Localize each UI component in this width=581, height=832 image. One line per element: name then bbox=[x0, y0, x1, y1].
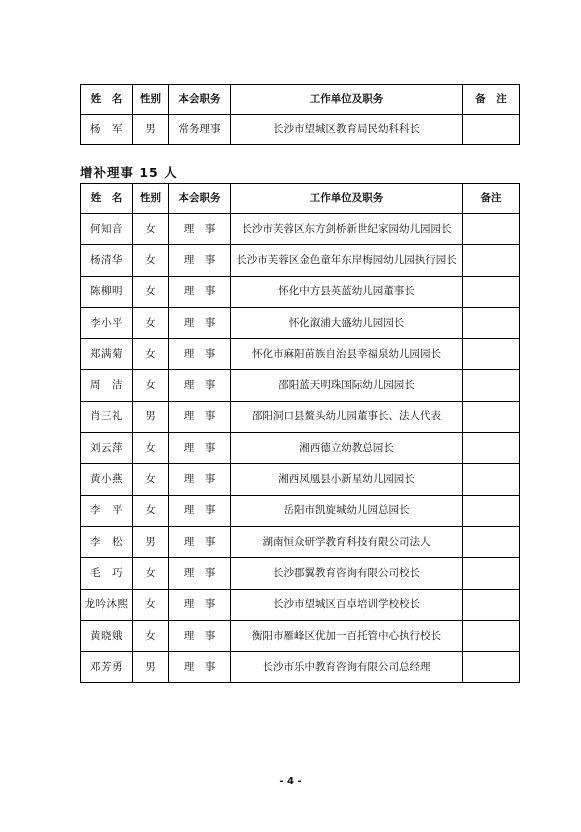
member-name: 郑满菊 bbox=[81, 339, 133, 370]
member-remark bbox=[463, 433, 520, 464]
header-remark: 备注 bbox=[463, 184, 520, 214]
table-row bbox=[81, 495, 520, 526]
member-name: 黄晓娥 bbox=[81, 620, 133, 651]
member-unit: 长沙市望城区教育局民幼科科长 bbox=[231, 115, 463, 145]
top-member-table bbox=[80, 84, 520, 145]
member-unit: 湘西德立幼教总园长 bbox=[231, 433, 463, 464]
table-header-row bbox=[81, 184, 520, 214]
member-unit: 岳阳市凯旋城幼儿园总园长 bbox=[231, 495, 463, 526]
table-row bbox=[81, 464, 520, 495]
member-remark bbox=[463, 339, 520, 370]
member-name: 刘云萍 bbox=[81, 433, 133, 464]
member-unit: 怀化溆浦大盛幼儿园园长 bbox=[231, 307, 463, 338]
member-position: 理 事 bbox=[169, 307, 231, 338]
header-unit: 工作单位及职务 bbox=[231, 184, 463, 214]
member-unit: 长沙市乐中教育咨询有限公司总经理 bbox=[231, 652, 463, 683]
member-name: 陈柳明 bbox=[81, 276, 133, 307]
member-gender: 男 bbox=[133, 401, 169, 432]
member-position: 常务理事 bbox=[169, 115, 231, 145]
header-name: 姓 名 bbox=[81, 184, 133, 214]
member-gender: 女 bbox=[133, 433, 169, 464]
member-gender: 女 bbox=[133, 214, 169, 245]
table-row bbox=[81, 370, 520, 401]
member-gender: 女 bbox=[133, 370, 169, 401]
member-name: 杨清华 bbox=[81, 245, 133, 276]
header-unit: 工作单位及职务 bbox=[231, 85, 463, 115]
member-remark bbox=[463, 214, 520, 245]
table-row bbox=[81, 115, 520, 145]
member-position: 理 事 bbox=[169, 652, 231, 683]
page-number: - 4 - bbox=[279, 776, 302, 787]
member-position: 理 事 bbox=[169, 558, 231, 589]
member-gender: 女 bbox=[133, 245, 169, 276]
member-position: 理 事 bbox=[169, 495, 231, 526]
member-remark bbox=[463, 526, 520, 557]
member-gender: 女 bbox=[133, 558, 169, 589]
added-member-table bbox=[80, 183, 520, 683]
member-position: 理 事 bbox=[169, 276, 231, 307]
member-name: 李 平 bbox=[81, 495, 133, 526]
member-remark bbox=[463, 276, 520, 307]
member-position: 理 事 bbox=[169, 589, 231, 620]
member-name: 李小平 bbox=[81, 307, 133, 338]
member-remark bbox=[463, 558, 520, 589]
member-name: 肖三礼 bbox=[81, 401, 133, 432]
main-table-body bbox=[81, 214, 520, 683]
member-name: 何知音 bbox=[81, 214, 133, 245]
member-position: 理 事 bbox=[169, 401, 231, 432]
table-row bbox=[81, 433, 520, 464]
member-unit: 衡阳市雁峰区优加一百托管中心执行校长 bbox=[231, 620, 463, 651]
member-unit: 邵阳洞口县鳌头幼儿园董事长、法人代表 bbox=[231, 401, 463, 432]
member-unit: 怀化中方县英蓝幼儿园董事长 bbox=[231, 276, 463, 307]
member-unit: 长沙市望城区百卓培训学校校长 bbox=[231, 589, 463, 620]
section-title: 增补理事 15 人 bbox=[80, 165, 178, 180]
member-unit: 长沙市芙蓉区金色童年东岸梅园幼儿园执行园长 bbox=[231, 245, 463, 276]
member-gender: 女 bbox=[133, 589, 169, 620]
member-gender: 女 bbox=[133, 276, 169, 307]
member-remark bbox=[463, 245, 520, 276]
member-unit: 湖南恒众研学教育科技有限公司法人 bbox=[231, 526, 463, 557]
member-gender: 女 bbox=[133, 339, 169, 370]
member-position: 理 事 bbox=[169, 370, 231, 401]
member-remark bbox=[463, 464, 520, 495]
table-row bbox=[81, 401, 520, 432]
member-remark bbox=[463, 652, 520, 683]
table-header-row bbox=[81, 85, 520, 115]
member-unit: 怀化市麻阳苗族自治县幸福泉幼儿园园长 bbox=[231, 339, 463, 370]
member-gender: 女 bbox=[133, 464, 169, 495]
table-row bbox=[81, 620, 520, 651]
member-name: 周 洁 bbox=[81, 370, 133, 401]
table-row bbox=[81, 245, 520, 276]
member-unit: 长沙市芙蓉区东方剑桥新世纪家园幼儿园园长 bbox=[231, 214, 463, 245]
member-remark bbox=[463, 115, 520, 145]
member-unit: 长沙郡翼教育咨询有限公司校长 bbox=[231, 558, 463, 589]
header-gender: 性别 bbox=[133, 184, 169, 214]
member-remark bbox=[463, 589, 520, 620]
header-remark: 备 注 bbox=[463, 85, 520, 115]
member-gender: 男 bbox=[133, 652, 169, 683]
member-position: 理 事 bbox=[169, 620, 231, 651]
member-gender: 女 bbox=[133, 495, 169, 526]
member-remark bbox=[463, 401, 520, 432]
table-row bbox=[81, 214, 520, 245]
member-unit: 邵阳蓝天明珠国际幼儿园园长 bbox=[231, 370, 463, 401]
member-gender: 女 bbox=[133, 307, 169, 338]
member-remark bbox=[463, 370, 520, 401]
member-gender: 女 bbox=[133, 620, 169, 651]
top-table-body bbox=[81, 115, 520, 145]
member-name: 李 松 bbox=[81, 526, 133, 557]
table-row bbox=[81, 307, 520, 338]
header-name: 姓 名 bbox=[81, 85, 133, 115]
member-position: 理 事 bbox=[169, 214, 231, 245]
table-row bbox=[81, 589, 520, 620]
member-remark bbox=[463, 495, 520, 526]
member-name: 龙吟沐熙 bbox=[81, 589, 133, 620]
table-row bbox=[81, 276, 520, 307]
member-gender: 男 bbox=[133, 115, 169, 145]
table-row bbox=[81, 339, 520, 370]
header-gender: 性别 bbox=[133, 85, 169, 115]
member-remark bbox=[463, 620, 520, 651]
member-remark bbox=[463, 307, 520, 338]
member-gender: 男 bbox=[133, 526, 169, 557]
member-name: 杨 军 bbox=[81, 115, 133, 145]
member-name: 邓芳勇 bbox=[81, 652, 133, 683]
member-position: 理 事 bbox=[169, 433, 231, 464]
table-row bbox=[81, 526, 520, 557]
member-unit: 湘西凤凰县小新星幼儿园园长 bbox=[231, 464, 463, 495]
member-position: 理 事 bbox=[169, 245, 231, 276]
member-position: 理 事 bbox=[169, 526, 231, 557]
table-row bbox=[81, 558, 520, 589]
member-position: 理 事 bbox=[169, 339, 231, 370]
header-position: 本会职务 bbox=[169, 85, 231, 115]
member-position: 理 事 bbox=[169, 464, 231, 495]
member-name: 毛 巧 bbox=[81, 558, 133, 589]
member-name: 黄小燕 bbox=[81, 464, 133, 495]
table-row bbox=[81, 652, 520, 683]
header-position: 本会职务 bbox=[169, 184, 231, 214]
